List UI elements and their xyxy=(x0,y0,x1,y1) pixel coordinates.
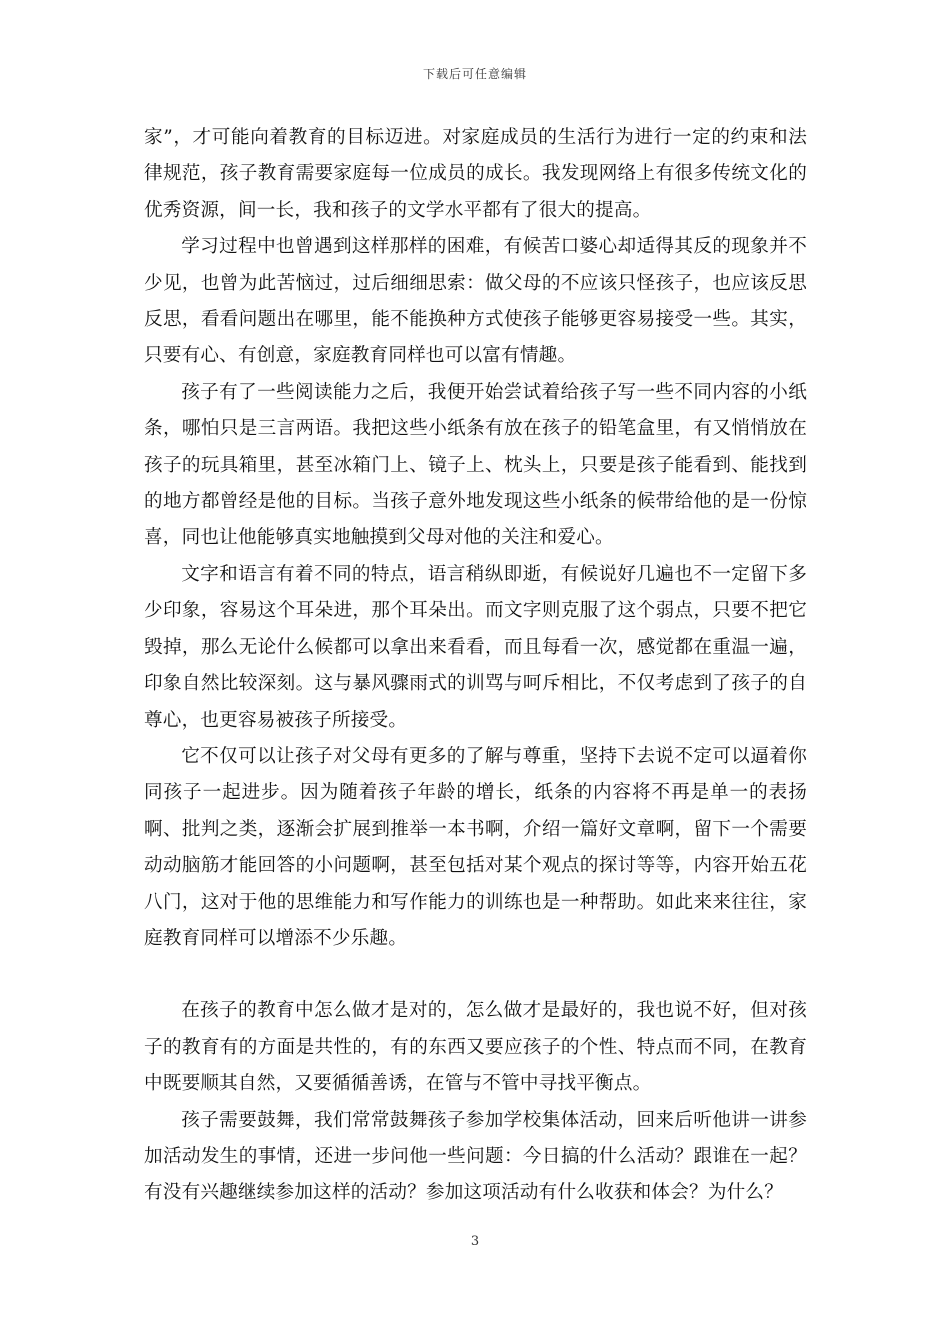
paragraph-spacer xyxy=(144,957,807,993)
paragraph: 文字和语言有着不同的特点，语言稍纵即逝，有候说好几遍也不一定留下多少印象，容易这个耳朵进，那个耳朵出。而文字则克服了这个弱点，只要不把它毁掉，那么无论什么候都可以拿出来看看，而且每看一次，感觉都在重温一遍，印象自然比较深刻。这与暴风骤雨式的训骂与呵斥相比，不仅考虑到了孩子的自尊心，也更容易被孩子所接受。 xyxy=(144,563,807,731)
paragraph: 孩子有了一些阅读能力之后，我便开始尝试着给孩子写一些不同内容的小纸条，哪怕只是三言两语。我把这些小纸条有放在孩子的铅笔盒里，有又悄悄放在孩子的玩具箱里，甚至冰箱门上、镜子上、枕头上，只要是孩子能看到、能找到的地方都曾经是他的目标。当孩子意外地发现这些小纸条的候带给他的是一份惊喜，同也让他能够真实地触摸到父母对他的关注和爱心。 xyxy=(144,381,807,549)
document-body xyxy=(144,120,807,1212)
header-note: 下载后可任意编辑 xyxy=(422,67,527,81)
page-footer xyxy=(0,1234,950,1249)
page-header xyxy=(0,65,950,82)
paragraph: 它不仅可以让孩子对父母有更多的了解与尊重，坚持下去说不定可以逼着你同孩子一起进步。因为随着孩子年龄的增长，纸条的内容将不再是单一的表扬啊、批判之类，逐渐会扩展到推举一本书啊，介绍一篇好文章啊，留下一个需要动动脑筋才能回答的小问题啊，甚至包括对某个观点的探讨等等，内容开始五花八门，这对于他的思维能力和写作能力的训练也是一种帮助。如此来来往往，家庭教育同样可以增添不少乐趣。 xyxy=(144,745,807,949)
paragraph-continuation: 家”，才可能向着教育的目标迈进。对家庭成员的生活行为进行一定的约束和法律规范，孩子教育需要家庭每一位成员的成长。我发现网络上有很多传统文化的优秀资源，间一长，我和孩子的文学水平都有了很大的提高。 xyxy=(144,127,807,221)
page-number: 3 xyxy=(470,1234,480,1249)
paragraph: 孩子需要鼓舞，我们常常鼓舞孩子参加学校集体活动，回来后听他讲一讲参加活动发生的事情，还进一步问他一些问题：今日搞的什么活动？跟谁在一起？有没有兴趣继续参加这样的活动？参加这项活动有什么收获和体会？为什么？ xyxy=(144,1109,807,1204)
paragraph: 学习过程中也曾遇到这样那样的困难，有候苦口婆心却适得其反的现象并不少见，也曾为此苦恼过，过后细细思索：做父母的不应该只怪孩子，也应该反思反思，看看问题出在哪里，能不能换种方式使孩子能够更容易接受一些。其实，只要有心、有创意，家庭教育同样也可以富有情趣。 xyxy=(144,236,807,367)
paragraph: 在孩子的教育中怎么做才是对的，怎么做才是最好的，我也说不好，但对孩子的教育有的方面是共性的，有的东西又要应孩子的个性、特点而不同，在教育中既要顺其自然，又要循循善诱，在管与不管中寻找平衡点。 xyxy=(144,1000,807,1095)
